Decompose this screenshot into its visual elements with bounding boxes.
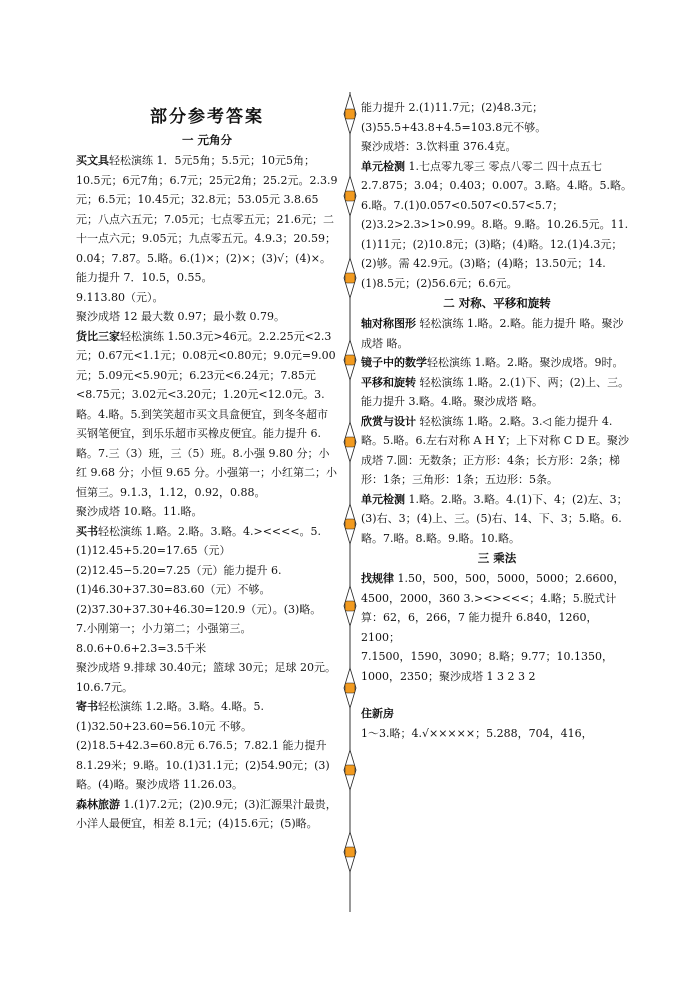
- answer-text: 1.略。2.略。3.略。4.(1)下、4；(2)左、3；(3)右、3；(4)上、三。(5)右、14、下、3；5.略。6.略。7.略。8.略。9.略。10.略。: [361, 492, 628, 545]
- answer-text: 1.(1)7.2元；(2)0.9元；(3)汇源果汁最贵，小洋人最便宜，相差 8.1元；(4)15.6元；(5)略。: [76, 797, 337, 830]
- answer-text: 轻松演练 1.50.3元>46元。2.2.25元<2.3元；0.67元<1.1元；0.08元<0.80元；9.0元=9.00元；5.09元<5.90元；6.23元<6.24元；7.85元<8.75元；3.02元<3.20元；1.20元<12.0元。3.略。4.略。5.到笑笑超市买文具盒便宜，到冬冬超市买钢笔便宜，到乐乐超市买橡皮便宜。能力提升 6.略。7.三（3）班，三（5）班。8.小强 9.80 分；小红 9.68 分；小恒 9.65 分。小强第一；小红第二；小恒第三。9.1.3，1.12，0.92，0.88。: [76, 329, 337, 499]
- lesson-title: 住新房: [361, 707, 394, 720]
- divider-ornament-core: [345, 437, 355, 447]
- answer-paragraph: [361, 137, 633, 157]
- section-heading: 三 乘法: [477, 551, 517, 565]
- lesson-title: 寄书: [76, 700, 98, 713]
- answer-text: 轻松演练 1.略。2.(1)下、两；(2)上、三。能力提升 3.略。4.略。聚沙成塔 略。: [361, 375, 630, 408]
- answer-paragraph: [76, 307, 338, 327]
- divider-ornament-core: [345, 355, 355, 365]
- divider-ornament-core: [345, 191, 355, 201]
- answer-paragraph: [361, 373, 633, 412]
- answer-paragraph: [361, 98, 633, 137]
- answer-text: 1～3.略；4.√×××××；5.288，704，416，: [361, 726, 593, 740]
- lesson-title: 平移和旋转: [361, 375, 416, 389]
- divider-ornament-core: [345, 683, 355, 693]
- answer-paragraph: [76, 327, 338, 503]
- lesson-title: 找规律: [361, 572, 394, 585]
- lesson-title: 货比三家: [76, 329, 120, 343]
- answer-paragraph: [361, 353, 633, 373]
- answer-paragraph: [361, 704, 633, 724]
- answer-paragraph: [76, 502, 338, 522]
- answer-text: 轻松演练 1．5元5角；5.5元；10元5角；10.5元；6元7角；6.7元；25元2角；25.2元。2.3.9元；6.5元；10.45元；32.8元；53.05元 3.8.65元；八点六五元；7.05元；七点零五元；21.6元；二十一点六元；9.05元；九点零五元。4.9.3；20.59；0.04；7.87。5.略。6.(1)×；(2)×；(3)√；(4)×。能力提升 7．10.5，0.55。: [76, 154, 338, 284]
- answer-text: 7.小刚第一；小力第二；小强第三。8.0.6+0.6+2.3=3.5千米: [76, 622, 252, 655]
- lesson-title: 镜子中的数学: [361, 356, 427, 369]
- section-heading: 一 元角分: [181, 133, 232, 147]
- answer-text: 7.1500，1590，3090；8.略；9.77；10.1350，1000，2350；聚沙成塔 1 3 2 3 2: [361, 650, 613, 683]
- divider-ornament-core: [345, 847, 355, 857]
- answer-text: 轻松演练 1.略。2.略。聚沙成塔。9时。: [427, 356, 624, 369]
- answer-text: 9.113.80（元）。: [76, 290, 164, 304]
- right-column: [361, 98, 633, 743]
- answer-text: 1.50，500，500，5000，5000；2.6600，4500，2000，360 3.><><<<；4.略；5.脱式计算：62，6，266，7 能力提升 6.840，1260，2100；: [361, 572, 625, 644]
- right-column-flow: [361, 98, 633, 743]
- answer-text: 聚沙成塔 12 最大数 0.97；最小数 0.79。: [76, 310, 285, 323]
- answer-paragraph: [76, 522, 338, 620]
- answer-paragraph: [361, 647, 633, 686]
- answer-paragraph: [76, 619, 338, 658]
- lesson-title: 森林旅游: [76, 797, 120, 811]
- section-heading: 二 对称、平移和旋转: [443, 296, 551, 310]
- answer-paragraph: [361, 412, 633, 490]
- answer-text: 轻松演练 1.略。2.略。3.◁ 能力提升 4.略。5.略。6.左右对称 A H Y；上下对称 C D E。聚沙成塔 7.圆：无数条；正方形：4条；长方形：2条；梯形：1条；三角形：1条；五边形：5条。: [361, 414, 630, 486]
- answer-paragraph: [361, 724, 633, 744]
- answer-paragraph: [76, 658, 338, 697]
- decorative-divider: [340, 92, 360, 912]
- lesson-title: 单元检测: [361, 492, 405, 506]
- answer-paragraph: [361, 569, 633, 647]
- answer-text: 聚沙成塔：3.饮料重 376.4克。: [361, 140, 517, 153]
- lesson-title: 欣赏与设计: [361, 414, 416, 428]
- answer-text: 能力提升 2.(1)11.7元；(2)48.3元；(3)55.5+43.8+4.5=103.8元不够。: [361, 101, 547, 134]
- answer-text: 1.七点零九零三 零点八零二 四十点五七 2.7.875；3.04；0.403；0.007。3.略。4.略。5.略。6.略。7.(1)0.057<0.507<0.57<5.7；(2)3.2>2.3>1>0.99。8.略。9.略。10.26.5元。11.(1)11元；(2)10.8元；(3)略；(4)略。12.(1)4.3元；(2)够。需 42.9元。(3)略；(4)略；13.50元；14.(1)8.5元；(2)56.6元；6.6元。: [361, 159, 632, 290]
- divider-ornament-core: [345, 273, 355, 283]
- divider-ornament-core: [345, 601, 355, 611]
- doc-title: 部分参考答案: [150, 107, 264, 127]
- answer-text: 轻松演练 1.2.略。3.略。4.略。5.(1)32.50+23.60=56.10元 不够。(2)18.5+42.3=60.8元 6.76.5；7.82.1 能力提升 8.1.29米；9.略。10.(1)31.1元；(2)54.90元；(3)略。(4)略。聚沙成塔 11.26.03。: [76, 700, 330, 791]
- lesson-title: 买书: [76, 524, 98, 538]
- answer-paragraph: [361, 157, 633, 294]
- answer-paragraph: [361, 314, 633, 353]
- answer-paragraph: [76, 151, 338, 288]
- answer-text: 轻松演练 1.略。2.略。能力提升 略。聚沙成塔 略。: [361, 317, 624, 350]
- answer-paragraph: [361, 490, 633, 549]
- answer-text: 轻松演练 1.略。2.略。3.略。4.><<<<。5.(1)12.45+5.20=17.65（元）(2)12.45−5.20=7.25（元）能力提升 6.(1)46.30+37.30=83.60（元）不够。(2)37.30+37.30+46.30=120.9（元）。(3)略。: [76, 524, 322, 616]
- divider-ornament-core: [345, 765, 355, 775]
- answer-text: 聚沙成塔 9.排球 30.40元；篮球 30元；足球 20元。10.6.7元。: [76, 661, 336, 694]
- left-column-flow: [76, 130, 338, 834]
- lesson-title: 买文具: [76, 154, 109, 167]
- divider-ornament-core: [345, 519, 355, 529]
- answer-text: 聚沙成塔 10.略。11.略。: [76, 505, 203, 518]
- divider-ornament-core: [345, 109, 355, 119]
- lesson-title: 单元检测: [361, 159, 405, 173]
- answer-paragraph: [76, 288, 338, 308]
- answer-paragraph: [76, 795, 338, 834]
- left-column: [76, 104, 338, 834]
- spacer: [361, 686, 633, 704]
- lesson-title: 轴对称图形: [361, 317, 416, 330]
- answer-paragraph: [76, 697, 338, 795]
